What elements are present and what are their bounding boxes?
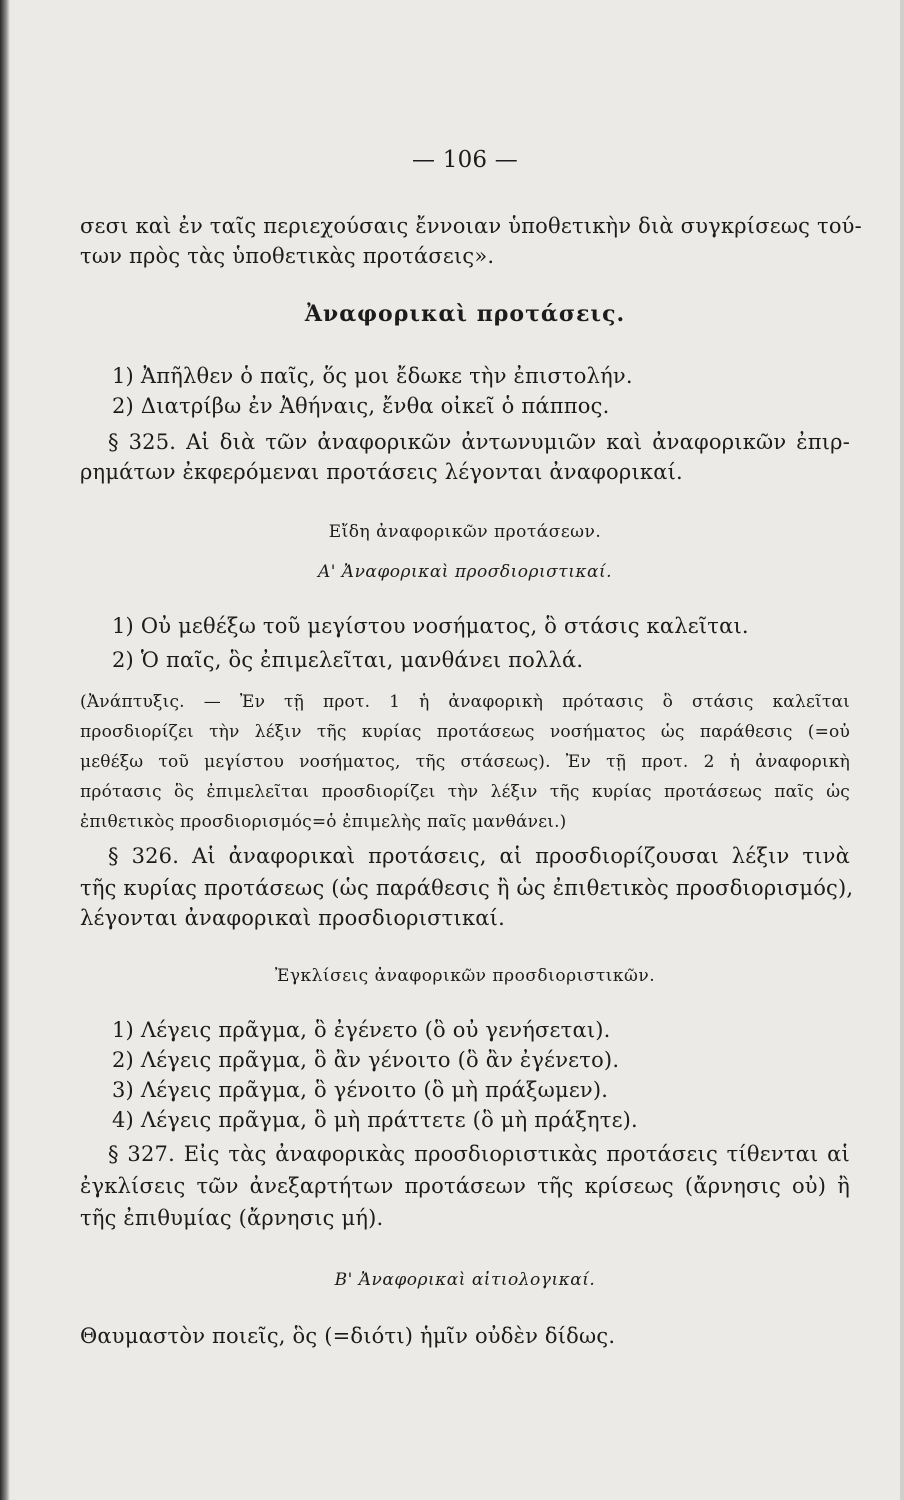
paragraph-line: τῆς ἐπιθυμίας (ἄρνησις μή). xyxy=(80,1206,384,1230)
example-line: 2) Λέγεις πρᾶγμα, ὃ ἂν γένοιτο (ὃ ἂν ἐγένετο). xyxy=(112,1048,620,1072)
subheading: Ἐγκλίσεις ἀναφορικῶν προσδιοριστικῶν. xyxy=(274,966,656,986)
paragraph-line: ἐγκλίσεις τῶν ἀνεξαρτήτων προτάσεων τῆς κρίσεως (ἄρνησις οὐ) ἢ xyxy=(80,1174,850,1198)
subheading: Α' Ἀναφορικαὶ προσδιοριστικαί. xyxy=(317,562,613,582)
subheading: Β' Ἀναφορικαὶ αἰτιολογικαί. xyxy=(334,1270,596,1290)
paragraph-line: § 326. Αἱ ἀναφορικαὶ προτάσεις, αἱ προσδιορίζουσαι λέξιν τινὰ xyxy=(108,844,850,868)
example-line: 4) Λέγεις πρᾶγμα, ὃ μὴ πράττετε (ὃ μὴ πράξητε). xyxy=(112,1108,638,1132)
example-line: 3) Λέγεις πρᾶγμα, ὃ γένοιτο (ὃ μὴ πράξωμεν). xyxy=(112,1078,609,1102)
paragraph-line: ρημάτων ἐκφερόμεναι προτάσεις λέγονται ἀναφορικαί. xyxy=(80,460,683,484)
example-line: Θαυμαστὸν ποιεῖς, ὃς (=διότι) ἡμῖν οὐδὲν δίδως. xyxy=(80,1324,616,1348)
example-line: 1) Οὐ μεθέξω τοῦ μεγίστου νοσήματος, ὃ στάσις καλεῖται. xyxy=(112,614,749,638)
example-line: 2) Ὁ παῖς, ὃς ἐπιμελεῖται, μανθάνει πολλά. xyxy=(112,648,584,672)
paragraph-line: § 325. Αἱ διὰ τῶν ἀναφορικῶν ἀντωνυμιῶν καὶ ἀναφορικῶν ἐπιρ- xyxy=(108,430,850,454)
note-line: (Ἀνάπτυξις. — Ἐν τῇ προτ. 1 ἡ ἀναφορικὴ πρότασις ὃ στάσις καλεῖται xyxy=(80,692,850,712)
subheading: Εἴδη ἀναφορικῶν προτάσεων. xyxy=(328,522,602,542)
example-line: 2) Διατρίβω ἐν Ἀθήναις, ἔνθα οἰκεῖ ὁ πάππος. xyxy=(112,394,610,418)
section-heading: Ἀναφορικαὶ προτάσεις. xyxy=(304,301,626,327)
note-line: μεθέξω τοῦ μεγίστου νοσήματος, τῆς στάσεως). Ἐν τῇ προτ. 2 ἡ ἀναφορικὴ xyxy=(80,752,850,772)
example-line: 1) Ἀπῆλθεν ὁ παῖς, ὅς μοι ἔδωκε τὴν ἐπιστολήν. xyxy=(112,364,633,388)
paragraph-line: τῆς κυρίας προτάσεως (ὡς παράθεσις ἢ ὡς ἐπιθετικὸς προσδιορισμός), xyxy=(80,876,854,900)
example-line: 1) Λέγεις πρᾶγμα, ὃ ἐγένετο (ὃ οὐ γενήσεται). xyxy=(112,1018,611,1042)
note-line: ἐπιθετικὸς προσδιορισμός=ὁ ἐπιμελὴς παῖς μανθάνει.) xyxy=(80,812,567,832)
note-line: προσδιορίζει τὴν λέξιν τῆς κυρίας προτάσεως νοσήματος ὡς παράθεσις (=οὐ xyxy=(80,722,850,742)
paragraph-line: λέγονται ἀναφορικαὶ προσδιοριστικαί. xyxy=(80,906,505,930)
page-edge xyxy=(900,0,904,1500)
text-line: των πρὸς τὰς ὑποθετικὰς προτάσεις». xyxy=(80,244,495,268)
text-line: σεσι καὶ ἐν ταῖς περιεχούσαις ἔννοιαν ὑποθετικὴν διὰ συγκρίσεως τού- xyxy=(80,214,862,238)
note-line: πρότασις ὃς ἐπιμελεῖται προσδιορίζει τὴν λέξιν τῆς κυρίας προτάσεως παῖς ὡς xyxy=(80,782,850,802)
paragraph-line: § 327. Εἰς τὰς ἀναφορικὰς προσδιοριστικὰς προτάσεις τίθενται αἱ xyxy=(108,1142,850,1166)
page-number: — 106 — xyxy=(412,147,518,173)
page-spine-shadow xyxy=(0,0,10,1500)
